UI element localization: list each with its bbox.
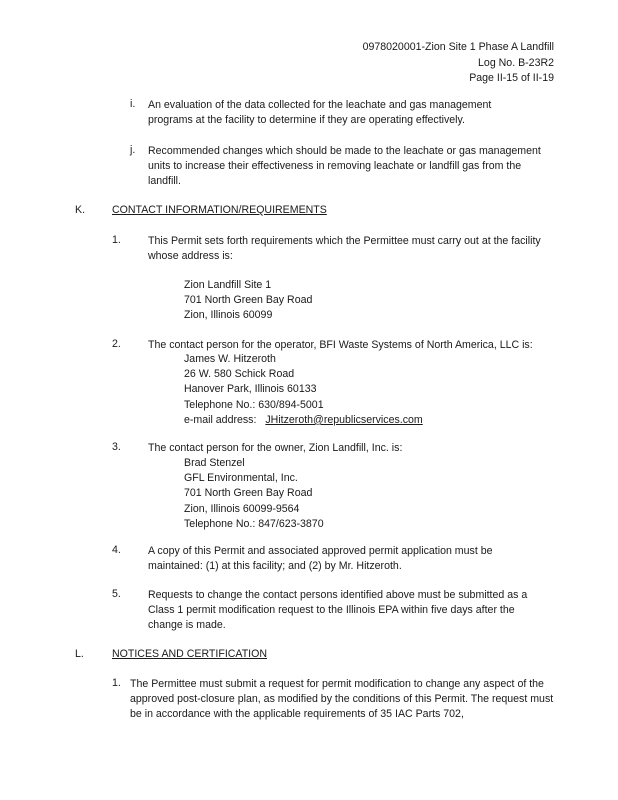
k-item-3-number: 3. [112, 441, 121, 453]
email-label: e-mail address: [184, 413, 257, 426]
header-page-number: Page II-15 of II-19 [469, 72, 554, 84]
item-i-label: i. [130, 98, 136, 110]
k-item-1-text: This Permit sets forth requirements which the Permittee must carry out at the facility whose address is: [148, 235, 541, 262]
operator-contact-email-line [184, 413, 423, 428]
operator-contact-phone: Telephone No.: 630/894-5001 [184, 398, 324, 411]
k-item-4-number: 4. [112, 544, 121, 556]
k-item-4-text: A copy of this Permit and associated approved permit application must be maintained: (1) at this facility; and (2) by Mr. Hitzeroth. [148, 545, 493, 572]
k-item-2-number: 2. [112, 338, 121, 350]
section-l-label: L. [75, 648, 84, 660]
l-item-1-number: 1. [112, 677, 121, 689]
operator-contact [184, 352, 423, 428]
item-j-text: Recommended changes which should be made to the leachate or gas management units to increase their effectiveness in removing leachate or landfill gas from the landfill. [148, 145, 541, 187]
facility-name: Zion Landfill Site 1 [184, 279, 272, 291]
k-item-1-number: 1. [112, 234, 121, 246]
operator-contact-street: 26 W. 580 Schick Road [184, 368, 295, 381]
k-item-5-text: Requests to change the contact persons identified above must be submitted as a Class 1 permit modification request to the Illinois EPA within five days after the change is made. [148, 589, 528, 631]
owner-contact-city: Zion, Illinois 60099-9564 [184, 502, 300, 515]
owner-contact-name: Brad Stenzel [184, 457, 245, 469]
item-i-text: An evaluation of the data collected for the leachate and gas management programs at the facility to determine if they are operating effectively. [148, 99, 492, 126]
header-log-number: Log No. B-23R2 [478, 56, 554, 69]
l-item-1-text: The Permittee must submit a request for permit modification to change any aspect of the approved post-closure plan, as modified by the conditions of this Permit. The request must be in accordance with the applicable requirements of 35 IAC Parts 702, [130, 678, 554, 720]
k-item-5-number: 5. [112, 588, 121, 600]
operator-contact-city: Hanover Park, Illinois 60133 [184, 383, 317, 396]
section-k-label: K. [75, 204, 86, 216]
owner-contact-phone: Telephone No.: 847/623-3870 [184, 517, 324, 530]
page-header [363, 40, 554, 87]
owner-contact-company: GFL Environmental, Inc. [184, 472, 298, 485]
owner-contact-street: 701 North Green Bay Road [184, 487, 313, 500]
email-link[interactable]: JHitzeroth@republicservices.com [265, 413, 423, 426]
operator-contact-name: James W. Hitzeroth [184, 353, 276, 365]
section-l-title: NOTICES AND CERTIFICATION [112, 648, 267, 660]
section-k-title: CONTACT INFORMATION/REQUIREMENTS [112, 204, 327, 216]
header-permit-id: 0978020001-Zion Site 1 Phase A Landfill [362, 41, 554, 53]
k-item-3-text: The contact person for the owner, Zion Landfill, Inc. is: [148, 442, 403, 454]
facility-street: 701 North Green Bay Road [184, 294, 313, 307]
k-item-2-text: The contact person for the operator, BFI Waste Systems of North America, LLC is: [148, 339, 533, 351]
item-j-label: j. [130, 144, 136, 156]
facility-address [184, 278, 312, 324]
facility-city: Zion, Illinois 60099 [184, 309, 273, 322]
owner-contact [184, 456, 324, 532]
